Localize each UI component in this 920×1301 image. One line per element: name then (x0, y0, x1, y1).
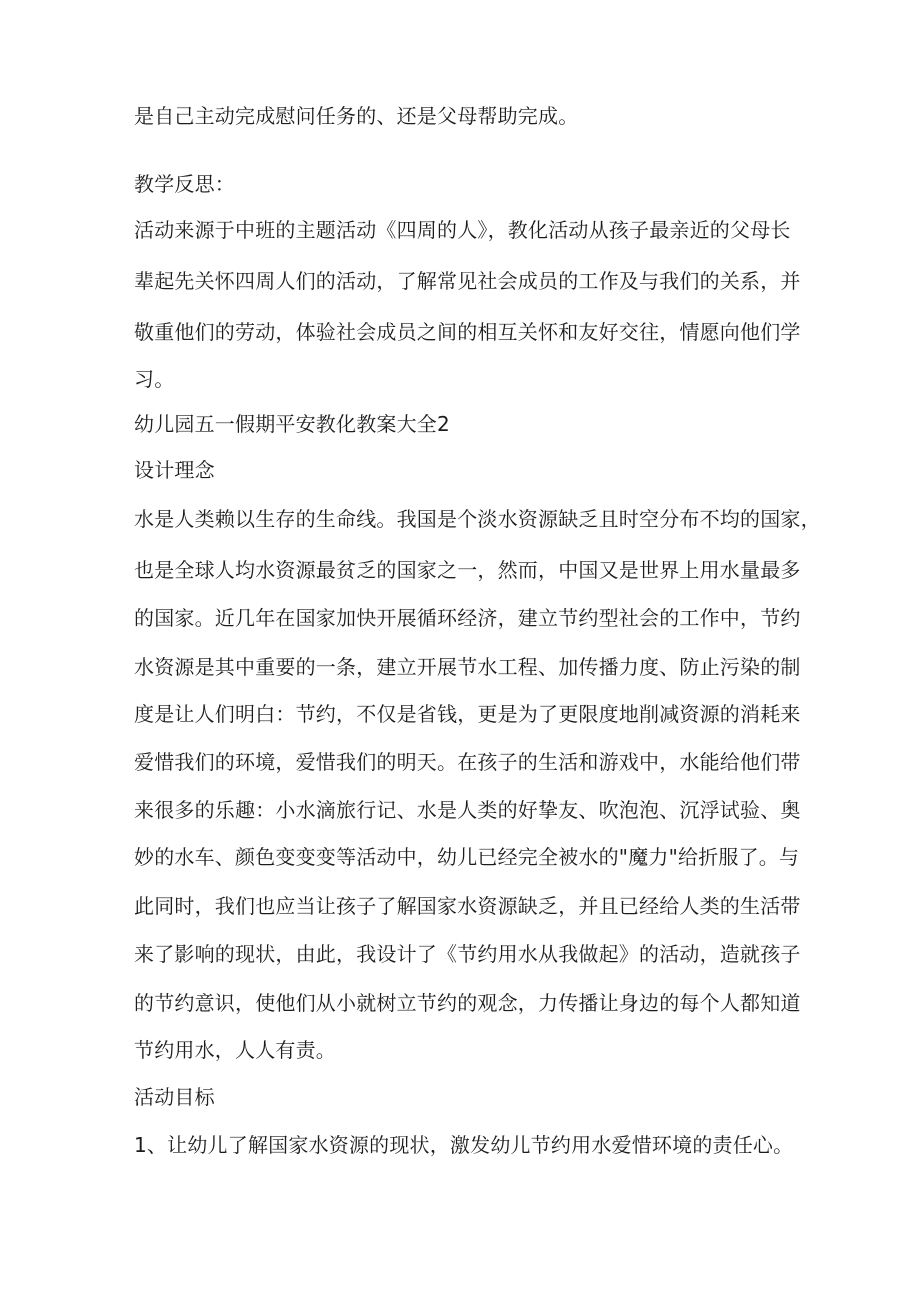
text-line: 活动来源于中班的主题活动《四周的人》，教化活动从孩子最亲近的父母长 (134, 218, 791, 242)
text-line: 习。 (134, 367, 175, 391)
section-heading: 活动目标 (134, 1085, 215, 1109)
text-line: 水是人类赖以生存的生命线。我国是个淡水资源缺乏且时空分布不均的国家， (134, 507, 821, 531)
text-line: 妙的水车、颜色变变变等活动中，幼儿已经完全被水的"魔力"给折服了。与 (134, 845, 800, 869)
text-line: 来了影响的现状，由此，我设计了《节约用水从我做起》的活动，造就孩子 (134, 942, 801, 966)
text-line: 是自己主动完成慰问任务的、还是父母帮助完成。 (134, 104, 579, 128)
section-heading: 设计理念 (134, 458, 215, 482)
text-line: 爱惜我们的环境，爱惜我们的明天。在孩子的生活和游戏中，水能给他们带 (134, 750, 801, 774)
text-line: 辈起先关怀四周人们的活动，了解常见社会成员的工作及与我们的关系，并 (134, 269, 801, 293)
text-line: 节约用水，人人有责。 (134, 1038, 336, 1062)
text-line: 的国家。近几年在国家加快开展循环经济，建立节约型社会的工作中，节约 (134, 606, 801, 630)
text-line: 敬重他们的劳动，体验社会成员之间的相互关怀和友好交往，情愿向他们学 (134, 320, 801, 344)
text-line: 的节约意识，使他们从小就树立节约的观念，力传播让身边的每个人都知道 (134, 991, 801, 1015)
document-title: 幼儿园五一假期平安教化教案大全2 (134, 412, 450, 436)
text-line: 此同时，我们也应当让孩子了解国家水资源缺乏，并且已经给人类的生活带 (134, 894, 801, 918)
text-line: 来很多的乐趣：小水滴旅行记、水是人类的好挚友、吹泡泡、沉浮试验、奥 (134, 798, 801, 822)
text-line: 水资源是其中重要的一条，建立开展节水工程、加传播力度、防止污染的制 (134, 655, 801, 679)
text-line: 度是让人们明白：节约，不仅是省钱，更是为了更限度地削减资源的消耗来 (134, 702, 801, 726)
text-line: 也是全球人均水资源最贫乏的国家之一，然而，中国又是世界上用水量最多 (134, 558, 801, 582)
list-item: 1、让幼儿了解国家水资源的现状，激发幼儿节约用水爱惜环境的责任心。 (134, 1133, 794, 1157)
section-heading: 教学反思： (134, 172, 235, 196)
